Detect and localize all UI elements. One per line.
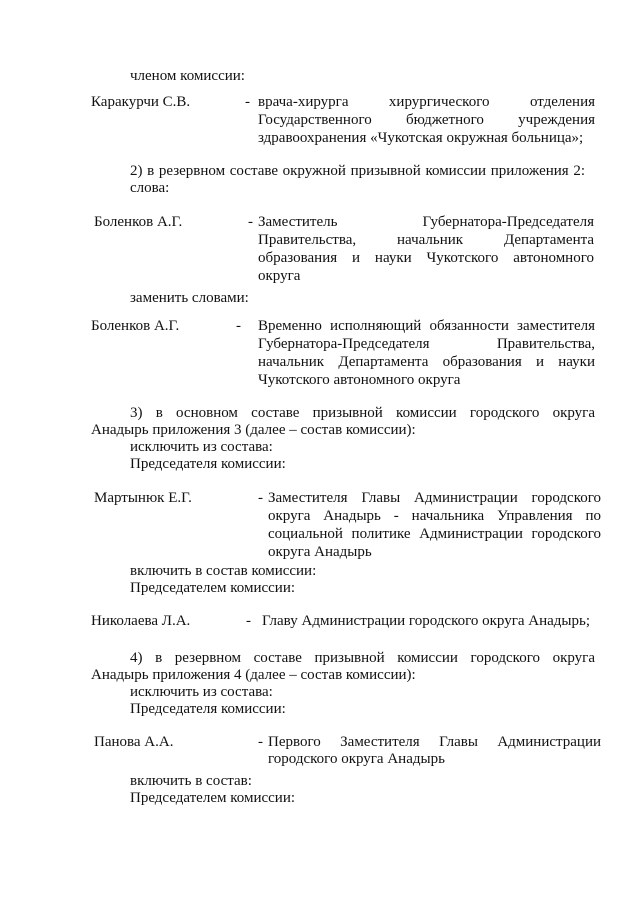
text-line: врача-хирурга хирургического отделения bbox=[258, 94, 595, 110]
text-line: Заместитель Губернатора-Председателя bbox=[258, 214, 594, 230]
dash: - bbox=[258, 734, 263, 750]
dash: - bbox=[248, 214, 253, 230]
text-line: членом комиссии: bbox=[130, 68, 245, 84]
text-line: Главу Администрации городского округа Анадырь; bbox=[262, 613, 591, 629]
text-line: начальник Департамента образования и науки bbox=[258, 354, 595, 370]
text-line: исключить из состава: bbox=[130, 439, 273, 455]
member-name: Панова А.А. bbox=[94, 734, 174, 750]
text-line: заменить словами: bbox=[130, 290, 249, 306]
text-line: Председателя комиссии: bbox=[130, 701, 286, 717]
text-line: округа Анадырь bbox=[268, 544, 372, 560]
dash: - bbox=[246, 613, 251, 629]
text-line: слова: bbox=[130, 180, 170, 196]
member-name: Каракурчи С.В. bbox=[91, 94, 191, 110]
text-line: Анадырь приложения 4 (далее – состав комиссии): bbox=[91, 667, 416, 683]
text-line: 2) в резервном составе окружной призывной комиссии приложения 2: bbox=[130, 163, 585, 179]
text-line: образования и науки Чукотского автономного bbox=[258, 250, 594, 266]
text-line: Государственного бюджетного учреждения bbox=[258, 112, 595, 128]
text-line: Анадырь приложения 3 (далее – состав комиссии): bbox=[91, 422, 416, 438]
text-line: округа bbox=[258, 268, 301, 284]
text-line: Первого Заместителя Главы Администрации bbox=[268, 734, 601, 750]
text-line: социальной политике Администрации городского bbox=[268, 526, 601, 542]
text-line: включить в состав комиссии: bbox=[130, 563, 317, 579]
text-line: городского округа Анадырь bbox=[268, 751, 445, 767]
member-name: Боленков А.Г. bbox=[94, 214, 183, 230]
text-line: включить в состав: bbox=[130, 773, 252, 789]
text-line: Председателем комиссии: bbox=[130, 580, 296, 596]
text-line: исключить из состава: bbox=[130, 684, 273, 700]
dash: - bbox=[245, 94, 250, 110]
text-line: 4) в резервном составе призывной комиссии городского округа bbox=[130, 650, 595, 666]
text-line: Заместителя Главы Администрации городского bbox=[268, 490, 601, 506]
text-line: Председателем комиссии: bbox=[130, 790, 296, 806]
text-line: Правительства, начальник Департамента bbox=[258, 232, 594, 248]
member-name: Николаева Л.А. bbox=[91, 613, 191, 629]
member-name: Боленков А.Г. bbox=[91, 318, 180, 334]
member-name: Мартынюк Е.Г. bbox=[94, 490, 192, 506]
text-line: здравоохранения «Чукотская окружная больница»; bbox=[258, 130, 584, 146]
text-line: Губернатора-Председателя Правительства, bbox=[258, 336, 595, 352]
text-line: Временно исполняющий обязанности заместителя bbox=[258, 318, 595, 334]
dash: - bbox=[258, 490, 263, 506]
text-line: Чукотского автономного округа bbox=[258, 372, 461, 388]
text-line: 3) в основном составе призывной комиссии городского округа bbox=[130, 405, 595, 421]
text-line: округа Анадырь - начальника Управления по bbox=[268, 508, 601, 524]
text-line: Председателя комиссии: bbox=[130, 456, 286, 472]
dash: - bbox=[236, 318, 241, 334]
